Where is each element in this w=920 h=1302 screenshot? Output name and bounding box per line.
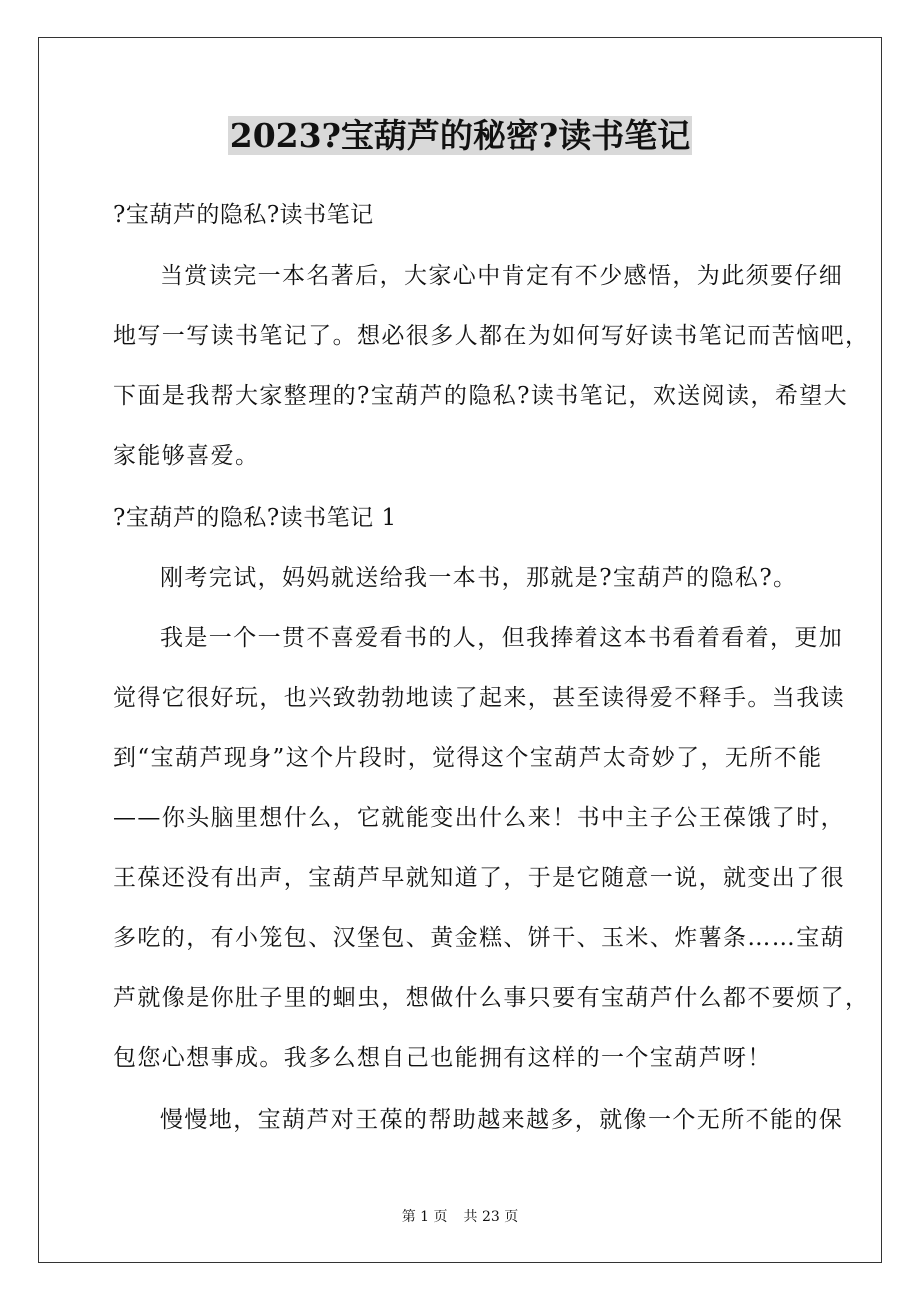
para2-line-8: 包您心想事成。我多么想自己也能拥有这样的一个宝葫芦呀！ xyxy=(113,1045,772,1071)
document-title: 2023?宝葫芦的秘密?读书笔记 xyxy=(229,116,691,155)
intro-line-4: 家能够喜爱。 xyxy=(113,443,260,469)
para2-line-1: 我是一个一贯不喜爱看书的人，但我捧着这本书看着看着，更加 xyxy=(160,625,844,651)
para2-line-3: 到“宝葫芦现身”这个片段时，觉得这个宝葫芦太奇妙了，无所不能 xyxy=(113,745,823,771)
page-total: 共 23 页 xyxy=(463,1209,519,1225)
page-number: 第 1 页 xyxy=(401,1209,448,1225)
para2-line-6: 多吃的，有小笼包、汉堡包、黄金糕、饼干、玉米、炸薯条……宝葫 xyxy=(113,925,845,951)
para2-line-2: 觉得它很好玩，也兴致勃勃地读了起来，甚至读得爱不释手。当我读 xyxy=(113,685,845,711)
intro-line-2: 地写一写读书笔记了。想必很多人都在为如何写好读书笔记而苦恼吧， xyxy=(113,323,870,349)
note-heading: ?宝葫芦的隐私?读书笔记 1 xyxy=(113,505,397,531)
para3-line: 慢慢地，宝葫芦对王葆的帮助越来越多，就像一个无所不能的保 xyxy=(160,1107,844,1133)
para2-line-5: 王葆还没有出声，宝葫芦早就知道了，于是它随意一说，就变出了很 xyxy=(113,865,845,891)
section-heading: ?宝葫芦的隐私?读书笔记 xyxy=(113,202,374,228)
para1-line: 刚考完试，妈妈就送给我一本书，那就是?宝葫芦的隐私?。 xyxy=(160,565,798,591)
para2-line-4: ——你头脑里想什么，它就能变出什么来！书中主子公王葆饿了时， xyxy=(113,805,845,831)
para2-line-7: 芦就像是你肚子里的蛔虫，想做什么事只要有宝葫芦什么都不要烦了， xyxy=(113,985,870,1011)
intro-line-3: 下面是我帮大家整理的?宝葫芦的隐私?读书笔记，欢送阅读，希望大 xyxy=(113,383,849,409)
page-footer xyxy=(0,1207,920,1227)
intro-line-1: 当赏读完一本名著后，大家心中肯定有不少感悟，为此须要仔细 xyxy=(160,263,844,289)
